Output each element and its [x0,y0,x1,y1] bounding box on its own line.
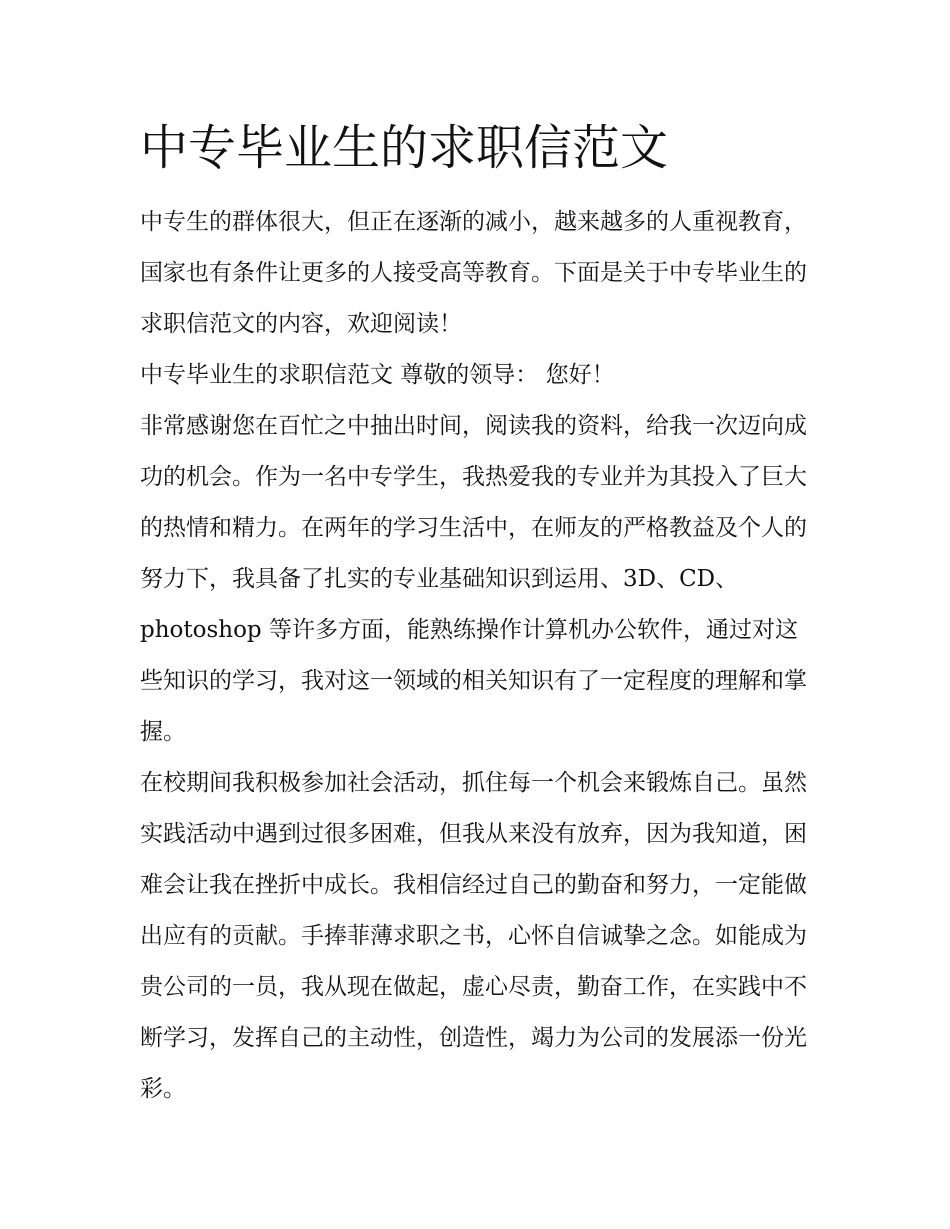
body-paragraph-activities: 在校期间我积极参加社会活动，抓住每一个机会来锻炼自己。虽然实践活动中遇到过很多困难，但我从来没有放弃，因为我知道，困难会让我在挫折中成长。我相信经过自己的勤奋和努力，一定能做出应有的贡献。手捧菲薄求职之书，心怀自信诚挚之念。如能成为贵公司的一员，我从现在做起，虚心尽责，勤奋工作，在实践中不断学习，发挥自己的主动性，创造性，竭力为公司的发展添一份光彩。 [140,770,807,1102]
intro-paragraph: 中专生的群体很大，但正在逐渐的减小，越来越多的人重视教育，国家也有条件让更多的人接受高等教育。下面是关于中专毕业生的求职信范文的内容，欢迎阅读！ [140,209,807,337]
page-title: 中专毕业生的求职信范文 [140,120,669,176]
greeting-paragraph: 中专毕业生的求职信范文 尊敬的领导： 您好！ [140,362,615,388]
body-paragraph-skills: 非常感谢您在百忙之中抽出时间，阅读我的资料，给我一次迈向成功的机会。作为一名中专学生，我热爱我的专业并为其投入了巨大的热情和精力。在两年的学习生活中，在师友的严格教益及个人的努力下，我具备了扎实的专业基础知识到运用、3D、CD、photoshop 等许多方面，能熟练操作计算机办公软件，通过对这些知识的学习，我对这一领域的相关知识有了一定程度的理解和掌握。 [140,413,807,745]
document-body [140,197,815,1115]
